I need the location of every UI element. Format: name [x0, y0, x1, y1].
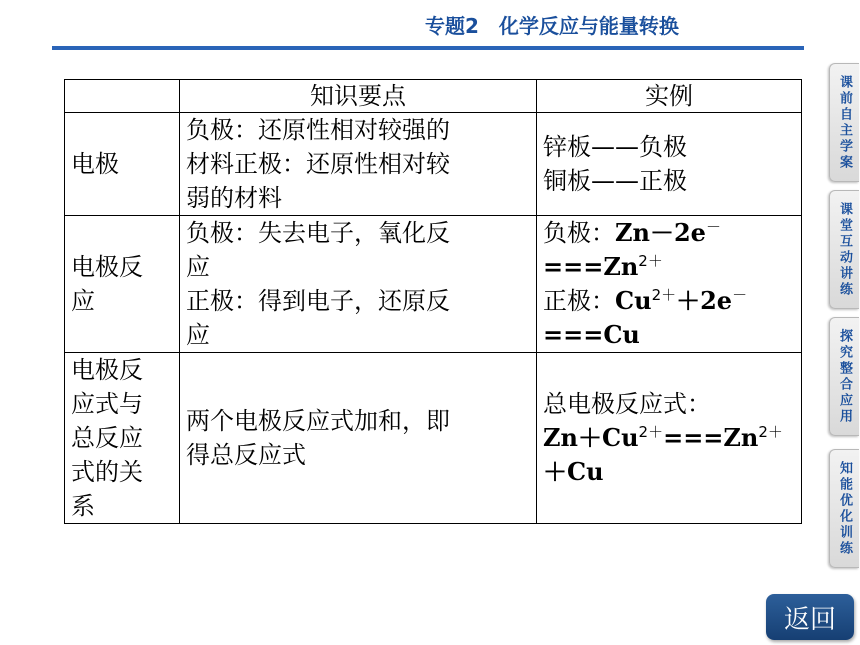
column-header-knowledge: 知识要点: [180, 80, 537, 113]
table-header-row: [65, 80, 802, 113]
row-label-line: 式的关: [71, 458, 143, 486]
example-line: [543, 284, 795, 318]
page-title: 专题2 化学反应与能量转换: [425, 14, 679, 38]
knowledge-point-line: 两个电极反应式加和，即: [186, 407, 450, 435]
example-line: [543, 318, 795, 352]
example-text: Zn＋Cu: [543, 423, 639, 452]
knowledge-point-line: 负极：还原性相对较强的: [186, 116, 450, 144]
example-text: ===Cu: [543, 320, 640, 349]
example-text: 负极：: [543, 219, 615, 247]
knowledge-point-line: 应: [186, 321, 210, 349]
knowledge-point-line: 材料正极：还原性相对较: [186, 150, 450, 178]
example-line: [543, 164, 795, 198]
example-text: Cu: [615, 286, 652, 315]
row-label-line: 系: [71, 492, 95, 520]
knowledge-point-line: 正极：得到电子，还原反: [186, 287, 450, 315]
row-label-line: 电极: [71, 150, 119, 178]
example-text: 总电极反应式：: [543, 390, 711, 418]
example-line: [543, 250, 795, 284]
knowledge-point-cell: [180, 353, 537, 524]
row-label-cell: [65, 353, 180, 524]
row-label-line: 电极反: [71, 356, 143, 384]
row-label-line: 应: [71, 287, 95, 315]
example-line: [543, 387, 795, 421]
row-label-line: 电极反: [71, 253, 143, 281]
knowledge-point-line: 负极：失去电子，氧化反: [186, 219, 450, 247]
example-text: ===Zn: [663, 423, 759, 452]
example-text: ===Zn: [543, 252, 639, 281]
example-text: ＋2e: [676, 286, 733, 315]
side-tab-label: 课前自主学案: [837, 74, 852, 171]
example-text: Zn－2e: [615, 218, 706, 247]
example-cell: [537, 353, 802, 524]
row-label-line: 应式与: [71, 390, 143, 418]
example-text: 锌板——负极: [543, 133, 687, 161]
column-header-empty: [65, 80, 180, 113]
example-text: 正极：: [543, 287, 615, 315]
charge-superscript: 2＋: [638, 252, 663, 270]
knowledge-table: [64, 79, 802, 524]
charge-superscript: 2＋: [758, 423, 783, 441]
table-row-relationship: [65, 353, 802, 524]
side-tab-preview[interactable]: [829, 63, 859, 182]
header-divider: [52, 46, 804, 50]
column-header-example: 实例: [537, 80, 802, 113]
example-cell: [537, 113, 802, 216]
example-line: [543, 455, 795, 489]
charge-superscript: 2＋: [651, 286, 677, 304]
example-text: 铜板——正极: [543, 167, 687, 195]
knowledge-point-line: 得总反应式: [186, 441, 306, 469]
row-label-cell: [65, 113, 180, 216]
row-label-cell: [65, 216, 180, 353]
side-tab-label: 知能优化训练: [837, 460, 852, 557]
table-row-electrode: [65, 113, 802, 216]
knowledge-point-cell: [180, 113, 537, 216]
side-tab-label: 探究整合应用: [837, 328, 852, 425]
charge-superscript: －: [705, 218, 721, 236]
example-text: ＋Cu: [543, 457, 604, 486]
side-tab-training[interactable]: [829, 449, 859, 568]
knowledge-point-cell: [180, 216, 537, 353]
charge-superscript: 2＋: [638, 423, 664, 441]
table-row-electrode-reaction: [65, 216, 802, 353]
side-tab-inquiry[interactable]: [829, 317, 859, 436]
side-tab-lecture[interactable]: [829, 190, 859, 309]
row-label-line: 总反应: [71, 424, 143, 452]
back-button[interactable]: 返回: [766, 594, 854, 640]
example-line: [543, 130, 795, 164]
example-line: [543, 216, 795, 250]
knowledge-point-line: 弱的材料: [186, 184, 282, 212]
example-line: [543, 421, 795, 455]
knowledge-point-line: 应: [186, 253, 210, 281]
side-tab-label: 课堂互动讲练: [837, 201, 852, 298]
charge-superscript: －: [732, 286, 748, 304]
example-cell: [537, 216, 802, 353]
